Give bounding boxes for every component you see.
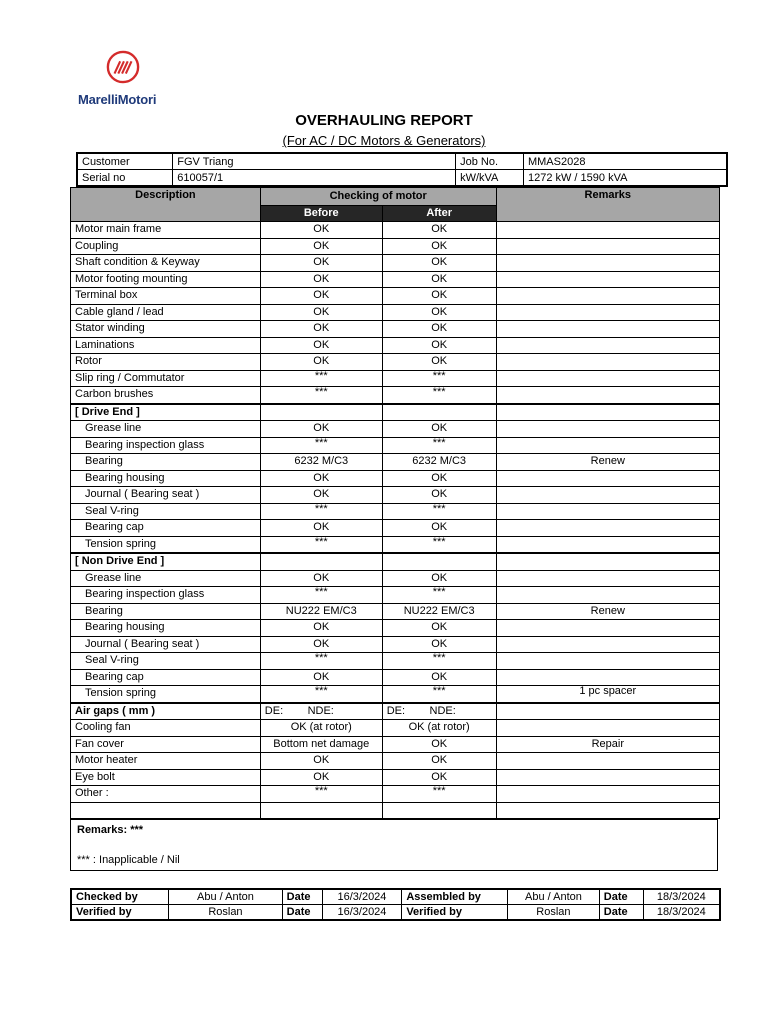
checked-by-value: Abu / Anton	[169, 889, 282, 905]
row-after: OK	[382, 222, 496, 239]
row-remarks	[496, 669, 719, 686]
company-logo	[78, 50, 174, 110]
verified-by-value-2: Roslan	[508, 905, 600, 921]
remarks-box	[70, 818, 718, 871]
row-description: Eye bolt	[71, 769, 261, 786]
row-remarks	[496, 786, 719, 803]
row-after: OK (at rotor)	[382, 720, 496, 737]
checked-by-label: Checked by	[71, 889, 169, 905]
row-description: Grease line	[71, 421, 261, 438]
row-description: Stator winding	[71, 321, 261, 338]
row-description: [ Drive End ]	[71, 404, 261, 421]
row-description: Bearing cap	[71, 669, 261, 686]
table-row	[71, 570, 720, 587]
table-row	[71, 553, 720, 570]
table-row	[71, 487, 720, 504]
row-before: OK	[260, 288, 382, 305]
row-remarks: Repair	[496, 736, 719, 753]
row-before: OK	[260, 520, 382, 537]
customer-label: Customer	[77, 153, 173, 170]
table-row	[71, 786, 720, 803]
date-label: Date	[599, 905, 643, 921]
row-after: 6232 M/C3	[382, 454, 496, 471]
row-before: ***	[260, 387, 382, 404]
serial-label: Serial no	[77, 170, 173, 187]
row-remarks	[496, 421, 719, 438]
brand-name: MarelliMotori	[78, 92, 157, 107]
row-description: Bearing housing	[71, 620, 261, 637]
row-after: DE: NDE:	[382, 703, 496, 720]
table-row	[71, 354, 720, 371]
row-description: Journal ( Bearing seat )	[71, 487, 261, 504]
row-after: OK	[382, 753, 496, 770]
row-before: OK	[260, 636, 382, 653]
row-remarks	[496, 587, 719, 604]
table-row	[71, 222, 720, 239]
row-description: Shaft condition & Keyway	[71, 255, 261, 272]
row-after: OK	[382, 288, 496, 305]
row-remarks	[496, 636, 719, 653]
customer-value: FGV Triang	[173, 153, 456, 170]
row-description: Bearing	[71, 603, 261, 620]
table-row	[71, 255, 720, 272]
table-row	[71, 587, 720, 604]
row-after: OK	[382, 337, 496, 354]
row-after: OK	[382, 520, 496, 537]
row-remarks	[496, 370, 719, 387]
row-remarks	[496, 288, 719, 305]
table-row	[71, 669, 720, 686]
row-description: Seal V-ring	[71, 653, 261, 670]
date-label: Date	[282, 905, 322, 921]
row-before: OK	[260, 321, 382, 338]
row-after: ***	[382, 653, 496, 670]
row-after: OK	[382, 470, 496, 487]
row-description: Cooling fan	[71, 720, 261, 737]
row-after: ***	[382, 437, 496, 454]
row-remarks	[496, 404, 719, 421]
row-description: Tension spring	[71, 686, 261, 703]
table-row	[71, 636, 720, 653]
row-description: Motor footing mounting	[71, 271, 261, 288]
row-description: Fan cover	[71, 736, 261, 753]
row-before: ***	[260, 653, 382, 670]
assembled-date: 18/3/2024	[643, 889, 720, 905]
row-after: ***	[382, 370, 496, 387]
verified-date: 16/3/2024	[322, 905, 402, 921]
rating-value: 1272 kW / 1590 kVA	[523, 170, 727, 187]
row-description: Slip ring / Commutator	[71, 370, 261, 387]
row-after: OK	[382, 736, 496, 753]
table-row	[71, 421, 720, 438]
job-label: Job No.	[456, 153, 524, 170]
row-after: OK	[382, 636, 496, 653]
table-row	[71, 736, 720, 753]
row-before	[260, 802, 382, 819]
table-row	[71, 769, 720, 786]
row-before: OK	[260, 222, 382, 239]
report-title: OVERHAULING REPORT	[295, 112, 473, 129]
row-before: OK	[260, 753, 382, 770]
row-before: OK	[260, 669, 382, 686]
remarks-text: Remarks: ***	[77, 824, 144, 836]
row-after	[382, 802, 496, 819]
row-before: DE: NDE:	[260, 703, 382, 720]
row-description: Rotor	[71, 354, 261, 371]
row-remarks	[496, 620, 719, 637]
row-remarks	[496, 753, 719, 770]
table-row	[71, 470, 720, 487]
table-row	[71, 454, 720, 471]
row-before: ***	[260, 686, 382, 703]
row-remarks	[496, 769, 719, 786]
row-description: [ Non Drive End ]	[71, 553, 261, 570]
row-before: OK	[260, 337, 382, 354]
verified-by-value: Roslan	[169, 905, 282, 921]
row-after	[382, 404, 496, 421]
row-description: Bearing housing	[71, 470, 261, 487]
row-before: ***	[260, 437, 382, 454]
row-after: OK	[382, 238, 496, 255]
table-row	[71, 802, 720, 819]
row-before: OK	[260, 354, 382, 371]
row-remarks	[496, 321, 719, 338]
row-before: OK	[260, 487, 382, 504]
date-label: Date	[599, 889, 643, 905]
row-after: ***	[382, 387, 496, 404]
table-row	[71, 653, 720, 670]
assembled-by-label: Assembled by	[402, 889, 508, 905]
row-after: OK	[382, 669, 496, 686]
row-remarks	[496, 553, 719, 570]
row-remarks	[496, 653, 719, 670]
signoff-table	[70, 888, 721, 921]
row-description: Bearing inspection glass	[71, 437, 261, 454]
row-before: OK	[260, 769, 382, 786]
legend-text: *** : Inapplicable / Nil	[77, 854, 180, 866]
row-before: ***	[260, 786, 382, 803]
table-row	[71, 720, 720, 737]
table-row	[71, 703, 720, 720]
table-row	[71, 404, 720, 421]
row-description: Motor heater	[71, 753, 261, 770]
row-after: OK	[382, 570, 496, 587]
row-before: OK	[260, 620, 382, 637]
col-remarks: Remarks	[496, 188, 719, 222]
row-description: Laminations	[71, 337, 261, 354]
checklist-table	[70, 187, 720, 819]
table-row	[71, 536, 720, 553]
table-row	[71, 520, 720, 537]
row-before: OK	[260, 304, 382, 321]
row-description: Seal V-ring	[71, 503, 261, 520]
row-description: Other :	[71, 786, 261, 803]
header-info-table	[76, 152, 728, 187]
row-remarks	[496, 222, 719, 239]
row-after: OK	[382, 421, 496, 438]
col-checking: Checking of motor	[260, 188, 496, 206]
row-before: OK	[260, 570, 382, 587]
row-description: Journal ( Bearing seat )	[71, 636, 261, 653]
row-before	[260, 404, 382, 421]
marelli-logo-icon	[106, 50, 140, 84]
row-after: OK	[382, 271, 496, 288]
row-remarks	[496, 354, 719, 371]
row-description: Motor main frame	[71, 222, 261, 239]
row-after: OK	[382, 620, 496, 637]
row-before: ***	[260, 536, 382, 553]
row-before: NU222 EM/C3	[260, 603, 382, 620]
row-before: OK	[260, 421, 382, 438]
row-remarks	[496, 337, 719, 354]
table-row	[71, 753, 720, 770]
job-value: MMAS2028	[523, 153, 727, 170]
table-row	[71, 686, 720, 703]
row-remarks	[496, 703, 719, 720]
row-description: Bearing	[71, 454, 261, 471]
row-before: OK	[260, 470, 382, 487]
row-remarks	[496, 387, 719, 404]
row-description: Tension spring	[71, 536, 261, 553]
verified-by-label: Verified by	[71, 905, 169, 921]
row-remarks	[496, 437, 719, 454]
row-remarks	[496, 487, 719, 504]
row-remarks	[496, 255, 719, 272]
table-row	[71, 304, 720, 321]
col-after: After	[382, 206, 496, 222]
row-description: Cable gland / lead	[71, 304, 261, 321]
table-row	[71, 271, 720, 288]
assembled-by-value: Abu / Anton	[508, 889, 600, 905]
row-remarks: 1 pc spacer	[496, 686, 719, 703]
rating-label: kW/kVA	[456, 170, 524, 187]
row-after: NU222 EM/C3	[382, 603, 496, 620]
row-after: OK	[382, 321, 496, 338]
row-before: ***	[260, 587, 382, 604]
date-label: Date	[282, 889, 322, 905]
verified-date-2: 18/3/2024	[643, 905, 720, 921]
row-before: Bottom net damage	[260, 736, 382, 753]
table-row	[71, 387, 720, 404]
row-after: ***	[382, 536, 496, 553]
row-after: OK	[382, 487, 496, 504]
row-description: Bearing inspection glass	[71, 587, 261, 604]
row-before: ***	[260, 370, 382, 387]
row-remarks: Renew	[496, 603, 719, 620]
table-row	[71, 337, 720, 354]
row-description: Coupling	[71, 238, 261, 255]
row-remarks	[496, 470, 719, 487]
row-before: 6232 M/C3	[260, 454, 382, 471]
table-row	[71, 238, 720, 255]
table-row	[71, 437, 720, 454]
table-row	[71, 603, 720, 620]
table-row	[71, 370, 720, 387]
row-remarks	[496, 570, 719, 587]
table-row	[71, 620, 720, 637]
row-after: ***	[382, 786, 496, 803]
table-row	[71, 503, 720, 520]
row-description	[71, 802, 261, 819]
checked-date: 16/3/2024	[322, 889, 402, 905]
serial-value: 610057/1	[173, 170, 456, 187]
verified-by-label-2: Verified by	[402, 905, 508, 921]
row-description: Bearing cap	[71, 520, 261, 537]
table-row	[71, 321, 720, 338]
table-row	[71, 288, 720, 305]
row-remarks	[496, 271, 719, 288]
row-description: Air gaps ( mm )	[71, 703, 261, 720]
row-description: Grease line	[71, 570, 261, 587]
row-remarks	[496, 304, 719, 321]
row-after: OK	[382, 255, 496, 272]
row-after: ***	[382, 686, 496, 703]
report-subtitle: (For AC / DC Motors & Generators)	[282, 133, 486, 148]
row-before	[260, 553, 382, 570]
row-after: OK	[382, 354, 496, 371]
col-before: Before	[260, 206, 382, 222]
row-after: OK	[382, 769, 496, 786]
row-after: ***	[382, 587, 496, 604]
row-after	[382, 553, 496, 570]
row-before: OK	[260, 271, 382, 288]
row-remarks	[496, 520, 719, 537]
row-before: OK	[260, 238, 382, 255]
row-description: Terminal box	[71, 288, 261, 305]
row-remarks: Renew	[496, 454, 719, 471]
row-remarks	[496, 720, 719, 737]
row-remarks	[496, 503, 719, 520]
row-after: ***	[382, 503, 496, 520]
row-after: OK	[382, 304, 496, 321]
row-description: Carbon brushes	[71, 387, 261, 404]
col-description: Description	[71, 188, 261, 222]
row-remarks	[496, 238, 719, 255]
row-before: ***	[260, 503, 382, 520]
row-remarks	[496, 536, 719, 553]
row-before: OK	[260, 255, 382, 272]
row-before: OK (at rotor)	[260, 720, 382, 737]
row-remarks	[496, 802, 719, 819]
